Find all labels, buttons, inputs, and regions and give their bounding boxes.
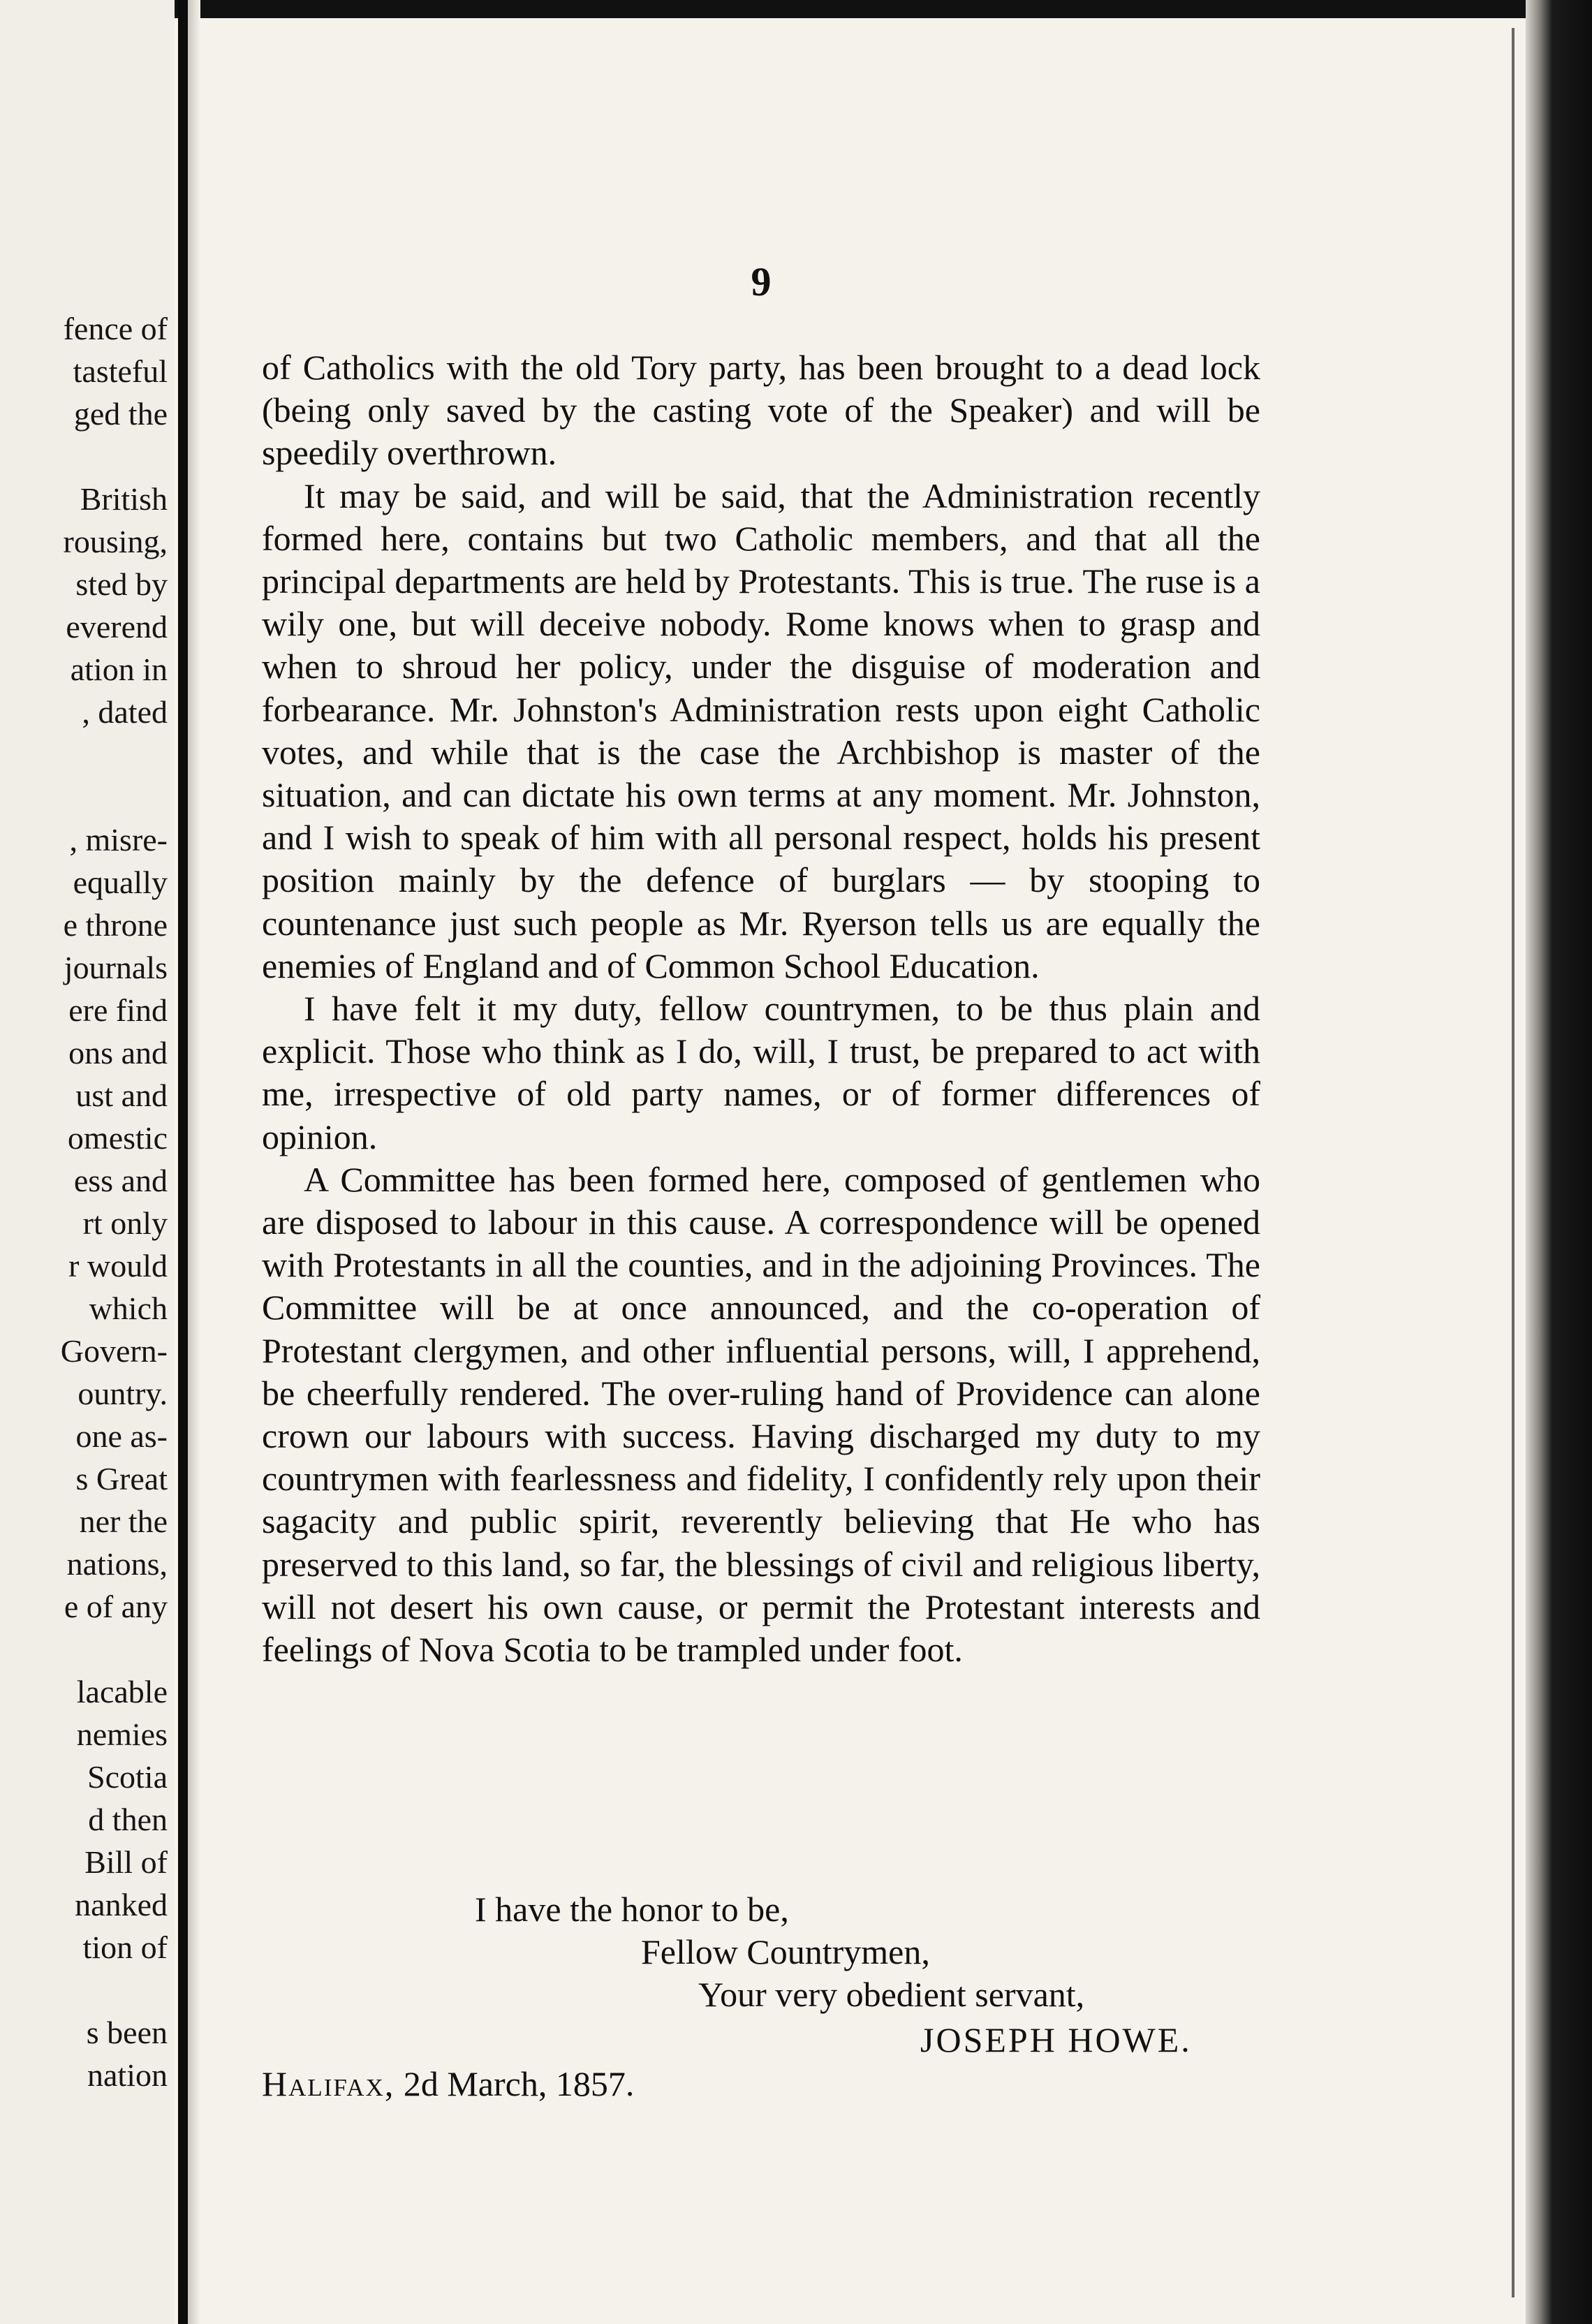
left-page-fragment: nanked	[75, 1887, 168, 1922]
left-page-fragment: tion of	[82, 1929, 168, 1965]
page-number: 9	[751, 259, 772, 304]
closing-line-2: Fellow Countrymen,	[641, 1932, 930, 1971]
paragraph-3: I have felt it my duty, fellow countrymen, to be thus plain and explicit. Those who think as I do, will, I trust, be prepared to act with me, irrespective of old party names, or of former differences of opinion.	[262, 989, 1260, 1156]
left-page-fragment: rt only	[82, 1205, 168, 1241]
left-page-fragment: one as-	[75, 1418, 168, 1454]
left-page-fragment: ation in	[70, 652, 168, 687]
left-page-fragment: ere find	[68, 992, 168, 1028]
left-page-fragment: sted by	[75, 566, 168, 602]
left-page-text-fragments	[0, 307, 168, 2096]
left-page-fragment: tasteful	[73, 353, 168, 389]
left-page-fragment: omestic	[67, 1120, 168, 1156]
left-page-fragment: ess and	[73, 1163, 168, 1198]
left-page-fragment: , misre-	[69, 822, 168, 858]
left-facing-page	[0, 0, 175, 2324]
left-page-fragment: r would	[68, 1248, 168, 1284]
letter-body	[262, 346, 1260, 1671]
left-page-fragment: nations,	[66, 1546, 168, 1582]
left-page-fragment: rousing,	[63, 524, 168, 559]
left-page-fragment: d then	[88, 1802, 168, 1837]
left-page-fragment: ons and	[68, 1035, 168, 1071]
paragraph-2: It may be said, and will be said, that the Administration recently formed here, contains but two Catholic members, and that all the principal departments are held by Protestants. This is true. The ruse is a wily one, but will deceive nobody. Rome knows when to grasp and when to shroud her policy, under the disguise of moderation and forbearance. Mr. Johnston's Administration rests upon eight Catholic votes, and while that is the case the Archbishop is master of the situation, and can dictate his own terms at any moment. Mr. Johnston, and I wish to speak of him with all personal respect, holds his present position mainly by the defence of burglars — by stooping to countenance just such people as Mr. Ryerson tells us are equally the enemies of England and of Common School Education.	[262, 476, 1260, 985]
left-page-fragment	[0, 733, 168, 776]
right-scan-edge	[1526, 0, 1592, 2324]
right-page-edge-line	[1512, 28, 1514, 2297]
left-page-fragment: ust and	[75, 1078, 168, 1113]
left-page-fragment: nation	[87, 2057, 168, 2093]
left-page-fragment: Scotia	[87, 1759, 168, 1795]
signature: JOSEPH HOWE.	[920, 2020, 1192, 2059]
left-page-fragment: which	[89, 1290, 168, 1326]
closing-line-1: I have the honor to be,	[475, 1890, 789, 1929]
left-page-fragment: Bill of	[84, 1844, 168, 1880]
left-page-fragment: journals	[64, 950, 168, 985]
date: 2d March, 1857.	[403, 2064, 635, 2103]
place: Halifax,	[262, 2064, 395, 2103]
book-gutter	[178, 0, 188, 2324]
left-page-fragment	[0, 1969, 168, 2011]
left-page-fragment: equally	[73, 865, 168, 900]
left-page-fragment: e of any	[64, 1589, 168, 1624]
left-page-fragment: ged the	[73, 396, 168, 432]
top-scan-edge	[0, 0, 1592, 18]
left-page-fragment: Govern-	[60, 1333, 168, 1369]
left-page-fragment: fence of	[63, 311, 168, 346]
left-page-fragment	[0, 435, 168, 478]
left-page-fragment	[0, 776, 168, 818]
gutter-shadow	[188, 0, 200, 2324]
paragraph-4: A Committee has been formed here, composed of gentlemen who are disposed to labour in this cause. A correspondence will be opened with Protestants in all the counties, and in the adjoining Provinces. The Committee will be at once announced, and the co-operation of Protestant clergymen, and other influential persons, will, I apprehend, be cheerfully rendered. The over-ruling hand of Providence can alone crown our labours with success. Having discharged my duty to my countrymen with fearlessness and fidelity, I confidently rely upon their sagacity and public spirit, reverently believing that He who has preserved to this land, so far, the blessings of civil and religious liberty, will not desert his own cause, or permit the Protestant interests and feelings of Nova Scotia to be trampled under foot.	[262, 1159, 1260, 1670]
left-page-fragment: ner the	[79, 1503, 168, 1539]
left-page-fragment: s Great	[75, 1461, 168, 1496]
left-page-fragment: British	[80, 481, 168, 517]
left-page-fragment: ountry.	[78, 1376, 168, 1411]
left-page-fragment: e throne	[63, 907, 168, 943]
left-page-fragment: s been	[86, 2015, 168, 2050]
left-page-fragment: , dated	[82, 694, 168, 730]
left-page-fragment: lacable	[76, 1674, 168, 1709]
paragraph-1: of Catholics with the old Tory party, has been brought to a dead lock (being only saved by the casting vote of the Speaker) and will be speedily overthrown.	[262, 348, 1260, 473]
closing-line-3: Your very obedient servant,	[698, 1975, 1085, 2014]
left-page-fragment: everend	[66, 609, 168, 645]
left-page-fragment	[0, 1628, 168, 1670]
left-page-fragment: nemies	[76, 1716, 168, 1752]
